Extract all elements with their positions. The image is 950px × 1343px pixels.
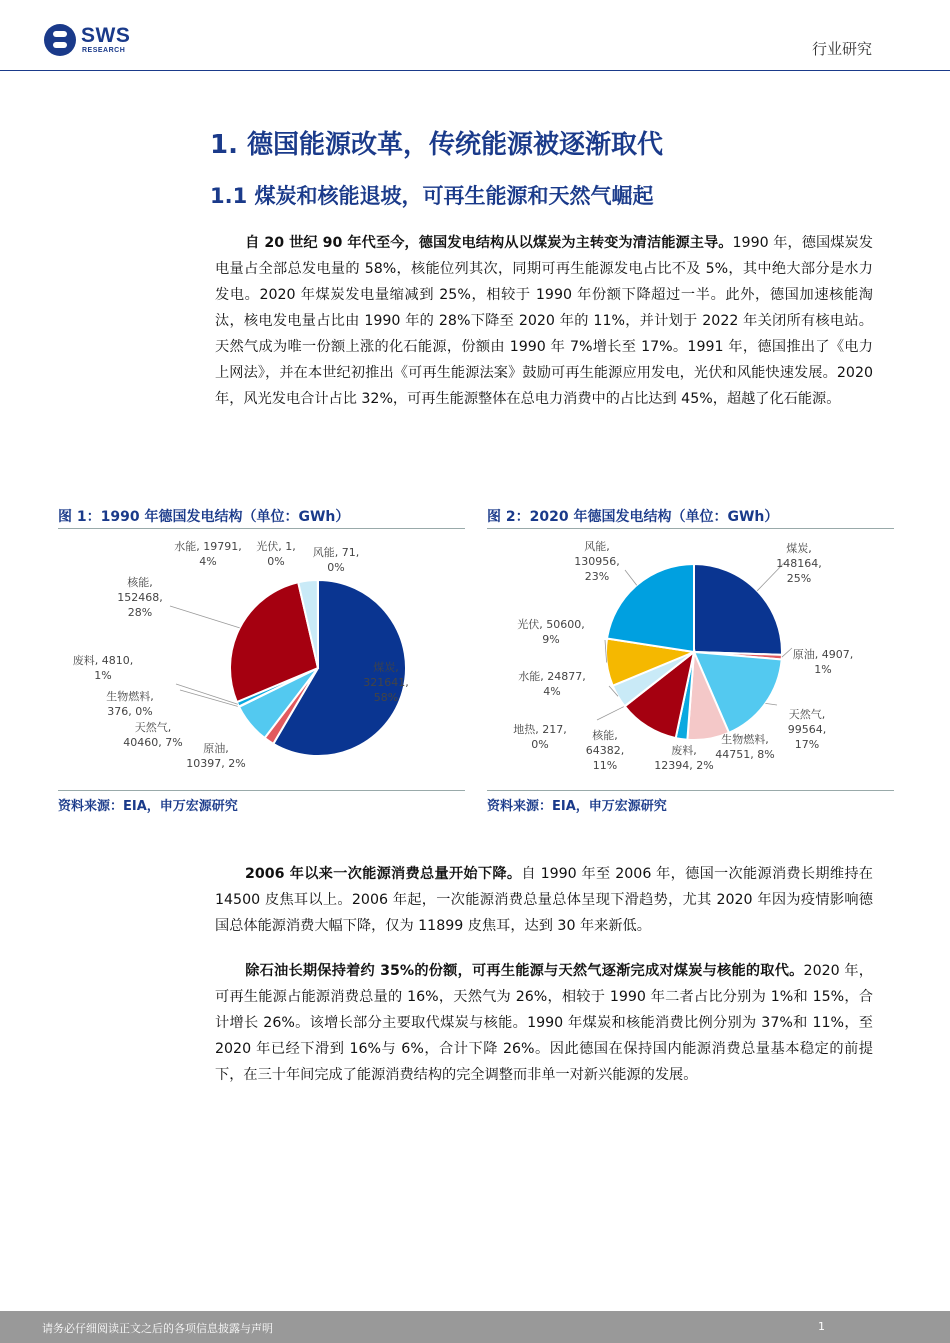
logo-text: SWS (81, 24, 131, 47)
paragraph-2 (215, 861, 873, 939)
figure-2-bottom-rule (487, 790, 894, 791)
fig1-label-5: 核能, 152468, 28% (117, 576, 163, 619)
fig2-label-9: 风能, 130956, 23% (574, 540, 620, 583)
figure-1-top-rule (58, 528, 465, 529)
fig2-label-0: 煤炭, 148164, 25% (776, 542, 822, 585)
fig2-label-4: 废料, 12394, 2% (654, 744, 714, 772)
figure-2-top-rule (487, 528, 894, 529)
fig1-leader-3 (180, 690, 239, 707)
fig2-leader-6 (597, 706, 625, 720)
figure-1-pie-chart (58, 530, 468, 788)
fig1-label-1: 原油, 10397, 2% (186, 742, 246, 770)
fig1-leader-5 (170, 606, 240, 628)
fig1-label-0: 煤炭, 321641, 58% (363, 661, 409, 704)
fig1-label-8: 风能, 71, 0% (312, 546, 360, 574)
fig2-leader-1 (782, 648, 792, 657)
fig2-leader-9 (625, 570, 637, 585)
paragraph-3-body: 2020 年，可再生能源占能源消费总量的 16%，天然气为 26%，相较于 1990 年二者占比分别为 1%和 15%，合计增长 26%。该增长部分主要取代煤炭与核能。1990 年煤炭和核能消费比例分别为 37%和 11%，至 2020 年已经下滑到 16%与 6%，合计下降 26%。因此德国在保持国内能源消费总量基本稳定的前提下，在三十年间完成了能源消费结构的完全调整而非单一对新兴能源的发展。 (215, 963, 873, 1083)
heading-1: 1. 德国能源改革，传统能源被逐渐取代 (210, 130, 664, 160)
fig2-label-7: 水能, 24877, 4% (518, 670, 586, 698)
section-label: 行业研究 (811, 40, 872, 58)
figure-1-source: 资料来源：EIA，申万宏源研究 (58, 799, 238, 814)
fig2-label-8: 光伏, 50600, 9% (517, 618, 585, 646)
paragraph-2-body: 自 1990 年至 2006 年，德国一次能源消费长期维持在 14500 皮焦耳以上。2006 年起，一次能源消费总量总体呈现下滑趋势，尤其 2020 年因为疫情影响德国总体能源消费大幅下降，仅为 11899 皮焦耳，达到 30 年来新低。 (215, 866, 873, 934)
footer-disclaimer: 请务必仔细阅读正文之后的各项信息披露与声明 (42, 1322, 273, 1335)
figure-1-title: 图 1：1990 年德国发电结构（单位：GWh） (58, 509, 350, 525)
figure-2-pie-chart (487, 530, 897, 788)
fig2-label-1: 原油, 4907, 1% (792, 648, 854, 676)
fig1-label-4: 废料, 4810, 1% (72, 654, 134, 682)
page-header (0, 0, 950, 75)
page-footer (0, 1311, 950, 1343)
fig1-label-6: 水能, 19791, 4% (174, 540, 242, 568)
paragraph-3 (215, 958, 873, 1088)
logo-subtext: RESEARCH (82, 47, 126, 54)
sws-logo (44, 20, 154, 60)
header-divider (0, 70, 950, 71)
fig2-slice-9 (607, 564, 694, 652)
figure-1-bottom-rule (58, 790, 465, 791)
fig2-slice-0 (694, 564, 782, 655)
paragraph-3-lead: 除石油长期保持着约 35%的份额，可再生能源与天然气逐渐完成对煤炭与核能的取代。 (245, 963, 804, 979)
fig1-label-3: 生物燃料, 376, 0% (106, 690, 154, 718)
fig2-label-5: 核能, 64382, 11% (585, 729, 625, 772)
paragraph-1-body: 1990 年，德国煤炭发电量占全部总发电量的 58%，核能位列其次，同期可再生能源发电占比不及 5%，其中绝大部分是水力发电。2020 年煤炭发电量缩减到 25%，相较于 1990 年份额下降超过一半。此外，德国加速核能淘汰，核电发电量占比由 1990 年的 28%下降至 2020 年的 11%，并计划于 2022 年关闭所有核电站。天然气成为唯一份额上涨的化石能源，份额由 1990 年 7%增长至 17%。1991 年，德国推出了《电力上网法》，并在本世纪初推出《可再生能源法案》鼓励可再生能源应用发电，光伏和风能快速发展。2020 年，风光发电合计占比 32%，可再生能源整体在总电力消费中的占比达到 45%，超越了化石能源。 (215, 235, 873, 407)
fig1-label-7: 光伏, 1, 0% (256, 540, 296, 568)
fig2-label-3: 生物燃料, 44751, 8% (715, 733, 775, 761)
paragraph-1-lead: 自 20 世纪 90 年代至今，德国发电结构从以煤炭为主转变为清洁能源主导。 (245, 235, 733, 251)
page-number: 1 (818, 1320, 825, 1333)
fig1-label-2: 天然气, 40460, 7% (123, 721, 183, 749)
paragraph-1 (215, 230, 873, 412)
fig2-label-6: 地热, 217, 0% (513, 723, 567, 751)
logo-mark-icon (44, 24, 76, 56)
figure-2-title: 图 2：2020 年德国发电结构（单位：GWh） (487, 509, 779, 525)
figure-2-source: 资料来源：EIA，申万宏源研究 (487, 799, 667, 814)
paragraph-2-lead: 2006 年以来一次能源消费总量开始下降。 (245, 866, 522, 882)
heading-2: 1.1 煤炭和核能退坡，可再生能源和天然气崛起 (210, 184, 654, 208)
fig1-leader-4 (176, 684, 238, 704)
fig2-label-2: 天然气, 99564, 17% (787, 708, 827, 751)
fig2-leader-2 (765, 703, 777, 705)
